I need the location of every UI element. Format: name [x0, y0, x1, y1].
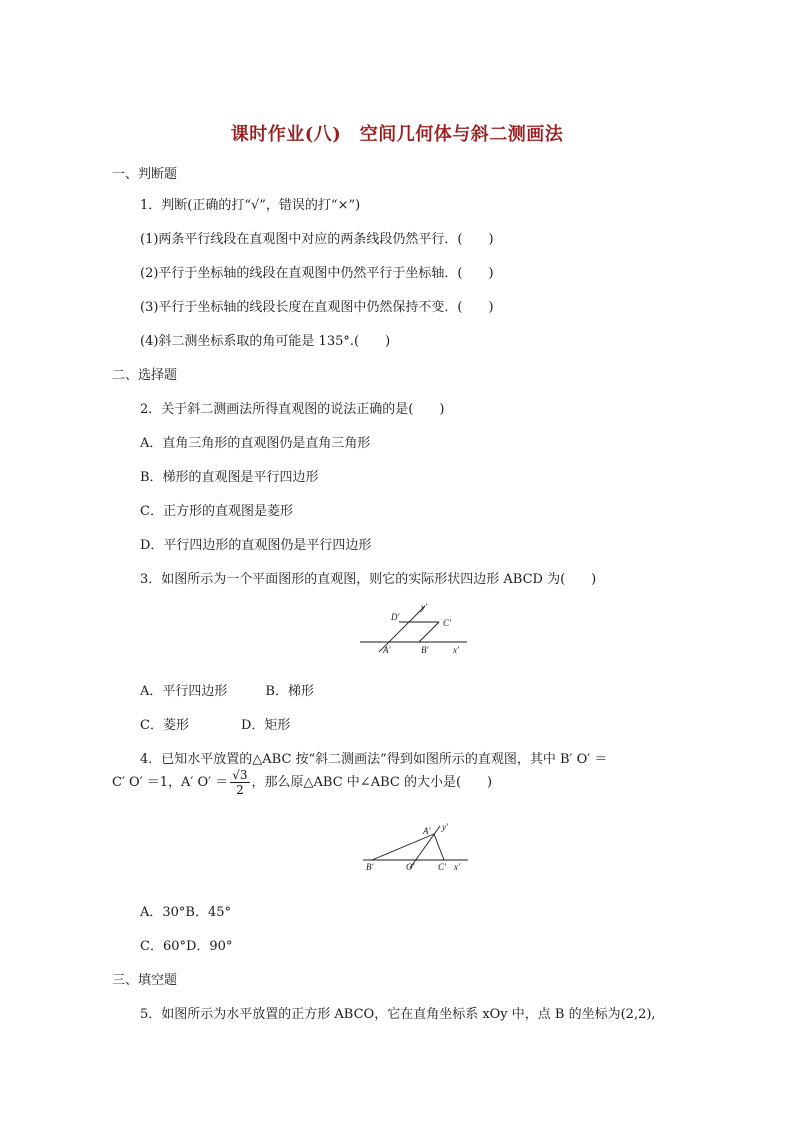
q3-label-c: C′: [443, 618, 451, 628]
q3-stem: 3．如图所示为一个平面图形的直观图，则它的实际形状四边形 ABCD 为( ): [140, 572, 597, 587]
section-judgement: 一、判断题: [112, 167, 178, 182]
section-fill-blank: 三、填空题: [112, 973, 178, 988]
section-choice: 二、选择题: [112, 368, 178, 383]
q4-label-o: O′: [406, 862, 415, 872]
q3-options-row-2: [140, 714, 290, 733]
q1-item-1: (1)两条平行线段在直观图中对应的两条线段仍然平行．( ): [140, 232, 494, 247]
q3-option-c: C．菱形: [140, 718, 189, 733]
q4-options-row-1: A．30°B．45°: [140, 905, 232, 920]
q4-stem-part-a: C′ O′ ＝1，A′ O′ ＝: [112, 775, 229, 790]
q2-option-d: D．平行四边形的直观图仍是平行四边形: [140, 538, 372, 553]
q4-stem-line-2: [112, 768, 492, 797]
q4-frac-den: 2: [236, 783, 244, 797]
q2-option-c: C．正方形的直观图是菱形: [140, 504, 293, 519]
q4-stem-line-1: 4．已知水平放置的△ABC 按“斜二测画法”得到如图所示的直观图，其中 B′ O′ ＝: [140, 752, 608, 767]
q5-stem: 5．如图所示为水平放置的正方形 ABCO，它在直角坐标系 xOy 中，点 B 的坐标为(2,2),: [140, 1007, 656, 1022]
q3-label-d: D′: [391, 612, 400, 622]
q4-figure: [360, 820, 470, 875]
q3-option-a: A．平行四边形: [140, 684, 228, 699]
q4-label-y: y′: [442, 822, 448, 832]
q3-figure: [355, 600, 470, 660]
q4-options-row-2: C．60°D．90°: [140, 939, 233, 954]
q4-stem-part-b: ，那么原△ABC 中∠ABC 的大小是( ): [251, 775, 493, 790]
q2-option-a: A．直角三角形的直观图仍是直角三角形: [140, 436, 371, 451]
q3-option-b: B．梯形: [265, 684, 314, 699]
q4-label-x: x′: [454, 862, 460, 872]
q3-options-row-1: [140, 680, 314, 699]
q4-edge-ac: [434, 834, 444, 860]
q4-label-b: B′: [366, 862, 374, 872]
q1-item-3: (3)平行于坐标轴的线段长度在直观图中仍然保持不变．( ): [140, 300, 494, 315]
q4-frac-num: √3: [232, 768, 248, 782]
q3-option-d: D．矩形: [240, 718, 291, 733]
q3-label-x: x′: [453, 645, 459, 655]
q4-label-a: A′: [423, 826, 431, 836]
q3-edge-bc: [419, 622, 439, 642]
q3-label-y: y′: [421, 602, 427, 612]
q1-item-2: (2)平行于坐标轴的线段在直观图中仍然平行于坐标轴．( ): [140, 266, 494, 281]
q1-item-4: (4)斜二测坐标系取的角可能是 135°.( ): [140, 334, 391, 349]
q4-fraction: [230, 768, 249, 797]
q2-stem: 2．关于斜二测画法所得直观图的说法正确的是( ): [140, 402, 445, 417]
page-title: 课时作业(八) 空间几何体与斜二测画法: [230, 124, 564, 145]
q2-option-b: B．梯形的直观图是平行四边形: [140, 470, 319, 485]
q1-stem: 1．判断(正确的打“√”，错误的打“×”): [140, 198, 361, 213]
q4-label-c: C′: [438, 862, 446, 872]
q3-label-b: B′: [421, 645, 429, 655]
q3-label-a: A′: [383, 645, 391, 655]
